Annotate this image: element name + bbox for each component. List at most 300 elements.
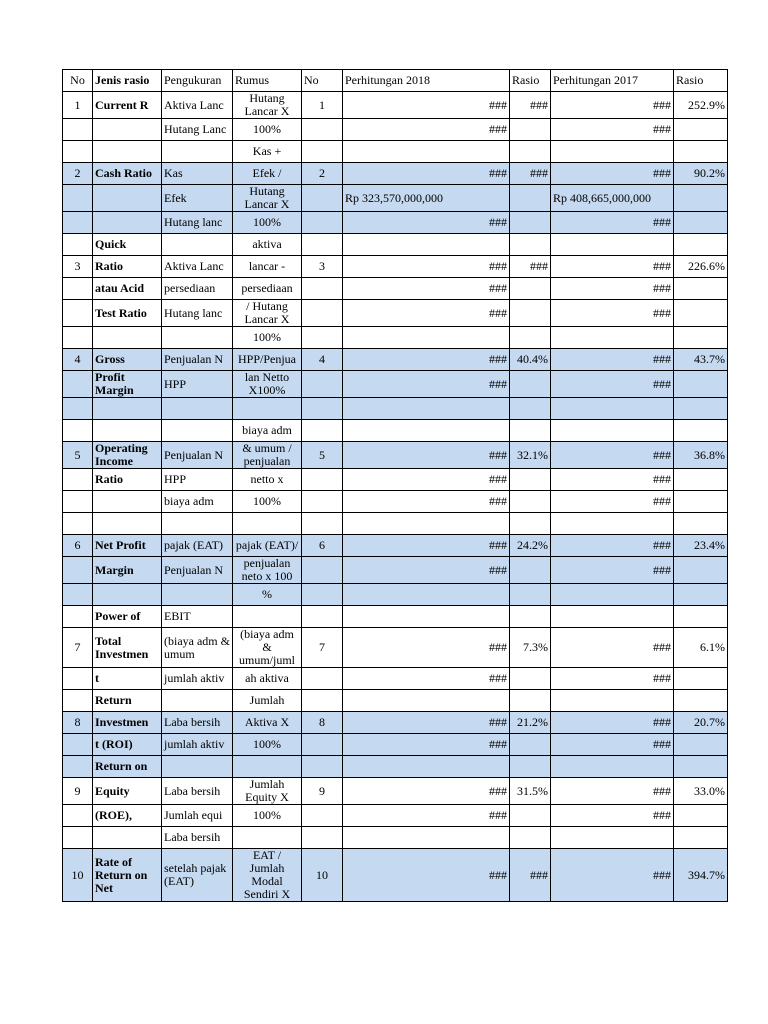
cell-no[interactable] bbox=[63, 668, 93, 690]
cell-rumus[interactable]: Efek / bbox=[233, 163, 302, 185]
cell-rumus[interactable]: % bbox=[233, 584, 302, 606]
cell-jenis-rasio[interactable]: Power of bbox=[93, 606, 162, 628]
cell-jenis-rasio[interactable]: t bbox=[93, 668, 162, 690]
cell-rasio-2018[interactable] bbox=[510, 756, 551, 778]
header-cell-no-2[interactable]: No bbox=[302, 70, 343, 92]
cell-rasio-2018[interactable] bbox=[510, 584, 551, 606]
cell-no-2[interactable]: 7 bbox=[302, 628, 343, 668]
cell-jenis-rasio[interactable] bbox=[93, 212, 162, 234]
cell-perhitungan-2018[interactable]: ### bbox=[343, 212, 510, 234]
cell-rasio-2017[interactable] bbox=[674, 141, 728, 163]
cell-perhitungan-2018[interactable] bbox=[343, 327, 510, 349]
cell-perhitungan-2018[interactable]: ### bbox=[343, 849, 510, 902]
cell-rasio-2017[interactable]: 23.4% bbox=[674, 535, 728, 557]
header-cell-jenis-rasio[interactable]: Jenis rasio bbox=[93, 70, 162, 92]
cell-perhitungan-2018[interactable]: ### bbox=[343, 778, 510, 805]
cell-no-2[interactable] bbox=[302, 557, 343, 584]
cell-no-2[interactable] bbox=[302, 141, 343, 163]
cell-no-2[interactable]: 8 bbox=[302, 712, 343, 734]
header-cell-rasio-2018[interactable]: Rasio bbox=[510, 70, 551, 92]
cell-rasio-2018[interactable] bbox=[510, 469, 551, 491]
cell-rasio-2017[interactable] bbox=[674, 234, 728, 256]
cell-rumus[interactable]: penjualan neto x 100 bbox=[233, 557, 302, 584]
cell-rasio-2018[interactable]: 32.1% bbox=[510, 442, 551, 469]
cell-pengukuran[interactable]: Penjualan N bbox=[162, 349, 233, 371]
cell-rasio-2018[interactable] bbox=[510, 491, 551, 513]
cell-jenis-rasio[interactable] bbox=[93, 141, 162, 163]
cell-no-2[interactable] bbox=[302, 234, 343, 256]
cell-perhitungan-2017[interactable]: ### bbox=[551, 535, 674, 557]
cell-no-2[interactable] bbox=[302, 668, 343, 690]
cell-jenis-rasio[interactable]: Total Investmen bbox=[93, 628, 162, 668]
cell-perhitungan-2018[interactable]: ### bbox=[343, 712, 510, 734]
cell-no[interactable] bbox=[63, 278, 93, 300]
cell-rumus[interactable]: biaya adm bbox=[233, 420, 302, 442]
cell-pengukuran[interactable]: Hutang lanc bbox=[162, 300, 233, 327]
cell-rasio-2018[interactable] bbox=[510, 371, 551, 398]
cell-jenis-rasio[interactable] bbox=[93, 119, 162, 141]
cell-rasio-2018[interactable]: ### bbox=[510, 256, 551, 278]
cell-pengukuran[interactable]: (biaya adm & umum bbox=[162, 628, 233, 668]
cell-jenis-rasio[interactable]: Margin bbox=[93, 557, 162, 584]
cell-rasio-2017[interactable]: 20.7% bbox=[674, 712, 728, 734]
cell-rumus[interactable]: persediaan bbox=[233, 278, 302, 300]
cell-perhitungan-2018[interactable]: ### bbox=[343, 119, 510, 141]
cell-perhitungan-2018[interactable] bbox=[343, 584, 510, 606]
cell-rasio-2017[interactable]: 36.8% bbox=[674, 442, 728, 469]
cell-rasio-2017[interactable] bbox=[674, 756, 728, 778]
cell-jenis-rasio[interactable]: Gross bbox=[93, 349, 162, 371]
header-cell-no[interactable]: No bbox=[63, 70, 93, 92]
cell-pengukuran[interactable]: EBIT bbox=[162, 606, 233, 628]
cell-no-2[interactable]: 1 bbox=[302, 92, 343, 119]
cell-no-2[interactable] bbox=[302, 756, 343, 778]
cell-rumus[interactable]: & umum / penjualan bbox=[233, 442, 302, 469]
cell-perhitungan-2017[interactable] bbox=[551, 584, 674, 606]
cell-rasio-2018[interactable] bbox=[510, 557, 551, 584]
cell-rasio-2018[interactable] bbox=[510, 327, 551, 349]
cell-jenis-rasio[interactable] bbox=[93, 185, 162, 212]
cell-rasio-2018[interactable] bbox=[510, 513, 551, 535]
cell-rasio-2017[interactable] bbox=[674, 827, 728, 849]
cell-no[interactable]: 2 bbox=[63, 163, 93, 185]
cell-rumus[interactable]: ah aktiva bbox=[233, 668, 302, 690]
cell-rasio-2018[interactable]: 31.5% bbox=[510, 778, 551, 805]
cell-rasio-2018[interactable]: ### bbox=[510, 849, 551, 902]
cell-no[interactable]: 5 bbox=[63, 442, 93, 469]
cell-perhitungan-2018[interactable] bbox=[343, 756, 510, 778]
cell-rumus[interactable]: lancar - bbox=[233, 256, 302, 278]
cell-no[interactable] bbox=[63, 690, 93, 712]
cell-perhitungan-2017[interactable] bbox=[551, 827, 674, 849]
cell-rasio-2017[interactable] bbox=[674, 606, 728, 628]
cell-rumus[interactable]: / Hutang Lancar X bbox=[233, 300, 302, 327]
cell-jenis-rasio[interactable]: Rate of Return on Net bbox=[93, 849, 162, 902]
cell-pengukuran[interactable]: Laba bersih bbox=[162, 712, 233, 734]
cell-no[interactable] bbox=[63, 327, 93, 349]
cell-no[interactable] bbox=[63, 606, 93, 628]
cell-jenis-rasio[interactable] bbox=[93, 398, 162, 420]
cell-perhitungan-2017[interactable] bbox=[551, 141, 674, 163]
cell-perhitungan-2017[interactable]: ### bbox=[551, 628, 674, 668]
cell-no-2[interactable] bbox=[302, 513, 343, 535]
cell-rumus[interactable]: netto x bbox=[233, 469, 302, 491]
cell-rumus[interactable] bbox=[233, 756, 302, 778]
cell-rasio-2018[interactable]: 7.3% bbox=[510, 628, 551, 668]
cell-no[interactable] bbox=[63, 300, 93, 327]
cell-jenis-rasio[interactable]: Ratio bbox=[93, 256, 162, 278]
cell-perhitungan-2017[interactable]: ### bbox=[551, 712, 674, 734]
cell-rumus[interactable]: 100% bbox=[233, 119, 302, 141]
cell-no[interactable] bbox=[63, 141, 93, 163]
cell-pengukuran[interactable]: persediaan bbox=[162, 278, 233, 300]
cell-perhitungan-2017[interactable]: ### bbox=[551, 491, 674, 513]
cell-rumus[interactable] bbox=[233, 398, 302, 420]
cell-rasio-2017[interactable] bbox=[674, 327, 728, 349]
cell-rumus[interactable]: Aktiva X bbox=[233, 712, 302, 734]
cell-pengukuran[interactable]: Aktiva Lanc bbox=[162, 256, 233, 278]
cell-perhitungan-2017[interactable]: ### bbox=[551, 278, 674, 300]
cell-rasio-2018[interactable] bbox=[510, 805, 551, 827]
cell-no[interactable] bbox=[63, 734, 93, 756]
cell-no-2[interactable] bbox=[302, 606, 343, 628]
cell-rasio-2018[interactable] bbox=[510, 420, 551, 442]
cell-perhitungan-2017[interactable] bbox=[551, 398, 674, 420]
cell-no[interactable]: 4 bbox=[63, 349, 93, 371]
cell-jenis-rasio[interactable]: Test Ratio bbox=[93, 300, 162, 327]
cell-pengukuran[interactable]: Hutang Lanc bbox=[162, 119, 233, 141]
cell-jenis-rasio[interactable]: Return on bbox=[93, 756, 162, 778]
cell-no[interactable]: 10 bbox=[63, 849, 93, 902]
cell-pengukuran[interactable] bbox=[162, 398, 233, 420]
cell-pengukuran[interactable] bbox=[162, 756, 233, 778]
cell-rasio-2018[interactable]: ### bbox=[510, 163, 551, 185]
cell-perhitungan-2018[interactable] bbox=[343, 420, 510, 442]
cell-rasio-2017[interactable] bbox=[674, 491, 728, 513]
cell-jenis-rasio[interactable] bbox=[93, 584, 162, 606]
cell-rasio-2017[interactable]: 90.2% bbox=[674, 163, 728, 185]
cell-pengukuran[interactable]: setelah pajak (EAT) bbox=[162, 849, 233, 902]
cell-no-2[interactable] bbox=[302, 469, 343, 491]
cell-rumus[interactable]: Kas + bbox=[233, 141, 302, 163]
cell-rumus[interactable]: lan Netto X100% bbox=[233, 371, 302, 398]
cell-rasio-2017[interactable]: 394.7% bbox=[674, 849, 728, 902]
cell-perhitungan-2017[interactable]: ### bbox=[551, 778, 674, 805]
cell-pengukuran[interactable]: Efek bbox=[162, 185, 233, 212]
cell-perhitungan-2018[interactable]: ### bbox=[343, 557, 510, 584]
cell-rumus[interactable] bbox=[233, 513, 302, 535]
cell-rasio-2018[interactable]: 24.2% bbox=[510, 535, 551, 557]
cell-rumus[interactable]: aktiva bbox=[233, 234, 302, 256]
cell-no[interactable] bbox=[63, 212, 93, 234]
cell-jenis-rasio[interactable]: Operating Income bbox=[93, 442, 162, 469]
cell-rasio-2017[interactable] bbox=[674, 420, 728, 442]
cell-pengukuran[interactable]: HPP bbox=[162, 371, 233, 398]
cell-no[interactable]: 6 bbox=[63, 535, 93, 557]
cell-no-2[interactable]: 2 bbox=[302, 163, 343, 185]
cell-no-2[interactable] bbox=[302, 805, 343, 827]
cell-jenis-rasio[interactable]: Quick bbox=[93, 234, 162, 256]
cell-perhitungan-2017[interactable] bbox=[551, 420, 674, 442]
cell-perhitungan-2017[interactable]: Rp 408,665,000,000 bbox=[551, 185, 674, 212]
cell-rasio-2017[interactable]: 6.1% bbox=[674, 628, 728, 668]
cell-perhitungan-2017[interactable] bbox=[551, 756, 674, 778]
cell-rumus[interactable]: 100% bbox=[233, 491, 302, 513]
cell-jenis-rasio[interactable] bbox=[93, 491, 162, 513]
cell-perhitungan-2018[interactable]: ### bbox=[343, 535, 510, 557]
cell-no-2[interactable] bbox=[302, 491, 343, 513]
cell-pengukuran[interactable]: Jumlah equi bbox=[162, 805, 233, 827]
cell-rasio-2017[interactable] bbox=[674, 469, 728, 491]
cell-perhitungan-2018[interactable] bbox=[343, 398, 510, 420]
cell-pengukuran[interactable] bbox=[162, 327, 233, 349]
cell-rasio-2018[interactable] bbox=[510, 398, 551, 420]
cell-no-2[interactable]: 4 bbox=[302, 349, 343, 371]
cell-jenis-rasio[interactable]: (ROE), bbox=[93, 805, 162, 827]
cell-perhitungan-2018[interactable] bbox=[343, 827, 510, 849]
cell-no[interactable]: 1 bbox=[63, 92, 93, 119]
cell-rasio-2017[interactable] bbox=[674, 185, 728, 212]
cell-rasio-2018[interactable]: ### bbox=[510, 92, 551, 119]
cell-perhitungan-2017[interactable]: ### bbox=[551, 442, 674, 469]
cell-perhitungan-2018[interactable] bbox=[343, 234, 510, 256]
cell-rumus[interactable]: Jumlah bbox=[233, 690, 302, 712]
cell-rasio-2017[interactable] bbox=[674, 690, 728, 712]
cell-no-2[interactable] bbox=[302, 278, 343, 300]
cell-pengukuran[interactable] bbox=[162, 513, 233, 535]
cell-pengukuran[interactable] bbox=[162, 141, 233, 163]
cell-rumus[interactable] bbox=[233, 606, 302, 628]
cell-rasio-2017[interactable] bbox=[674, 212, 728, 234]
cell-no-2[interactable] bbox=[302, 420, 343, 442]
cell-pengukuran[interactable]: jumlah aktiv bbox=[162, 668, 233, 690]
cell-pengukuran[interactable] bbox=[162, 234, 233, 256]
cell-pengukuran[interactable]: Hutang lanc bbox=[162, 212, 233, 234]
cell-rasio-2018[interactable] bbox=[510, 300, 551, 327]
cell-perhitungan-2017[interactable]: ### bbox=[551, 371, 674, 398]
cell-no[interactable] bbox=[63, 371, 93, 398]
cell-jenis-rasio[interactable]: Return bbox=[93, 690, 162, 712]
cell-no-2[interactable] bbox=[302, 212, 343, 234]
cell-no[interactable] bbox=[63, 420, 93, 442]
cell-perhitungan-2017[interactable]: ### bbox=[551, 163, 674, 185]
cell-no[interactable]: 9 bbox=[63, 778, 93, 805]
cell-rasio-2017[interactable] bbox=[674, 584, 728, 606]
cell-rasio-2018[interactable] bbox=[510, 212, 551, 234]
cell-perhitungan-2018[interactable]: ### bbox=[343, 278, 510, 300]
cell-no-2[interactable] bbox=[302, 398, 343, 420]
cell-no[interactable] bbox=[63, 234, 93, 256]
cell-rasio-2017[interactable] bbox=[674, 371, 728, 398]
cell-rasio-2017[interactable] bbox=[674, 119, 728, 141]
cell-jenis-rasio[interactable]: Current R bbox=[93, 92, 162, 119]
cell-rasio-2017[interactable]: 33.0% bbox=[674, 778, 728, 805]
cell-rumus[interactable]: 100% bbox=[233, 734, 302, 756]
cell-rasio-2018[interactable] bbox=[510, 606, 551, 628]
cell-no[interactable] bbox=[63, 491, 93, 513]
cell-perhitungan-2017[interactable]: ### bbox=[551, 557, 674, 584]
cell-no-2[interactable]: 5 bbox=[302, 442, 343, 469]
cell-perhitungan-2018[interactable]: ### bbox=[343, 371, 510, 398]
cell-no[interactable] bbox=[63, 584, 93, 606]
cell-perhitungan-2018[interactable]: ### bbox=[343, 805, 510, 827]
cell-rasio-2018[interactable] bbox=[510, 827, 551, 849]
cell-rasio-2017[interactable] bbox=[674, 805, 728, 827]
cell-perhitungan-2018[interactable]: ### bbox=[343, 668, 510, 690]
cell-no[interactable] bbox=[63, 827, 93, 849]
header-cell-pengukuran[interactable]: Pengukuran bbox=[162, 70, 233, 92]
cell-no[interactable] bbox=[63, 398, 93, 420]
cell-rasio-2017[interactable] bbox=[674, 300, 728, 327]
cell-no[interactable] bbox=[63, 469, 93, 491]
cell-perhitungan-2018[interactable]: ### bbox=[343, 300, 510, 327]
cell-no-2[interactable] bbox=[302, 371, 343, 398]
cell-jenis-rasio[interactable]: atau Acid bbox=[93, 278, 162, 300]
cell-rasio-2018[interactable] bbox=[510, 119, 551, 141]
cell-no[interactable]: 8 bbox=[63, 712, 93, 734]
cell-pengukuran[interactable]: Kas bbox=[162, 163, 233, 185]
cell-no-2[interactable]: 10 bbox=[302, 849, 343, 902]
cell-rasio-2017[interactable]: 43.7% bbox=[674, 349, 728, 371]
cell-jenis-rasio[interactable]: Investmen bbox=[93, 712, 162, 734]
cell-jenis-rasio[interactable] bbox=[93, 513, 162, 535]
cell-rasio-2018[interactable] bbox=[510, 141, 551, 163]
cell-perhitungan-2018[interactable]: ### bbox=[343, 442, 510, 469]
cell-perhitungan-2017[interactable]: ### bbox=[551, 469, 674, 491]
cell-no-2[interactable] bbox=[302, 734, 343, 756]
cell-perhitungan-2017[interactable]: ### bbox=[551, 349, 674, 371]
cell-rumus[interactable]: EAT / Jumlah Modal Sendiri X bbox=[233, 849, 302, 902]
cell-perhitungan-2017[interactable]: ### bbox=[551, 734, 674, 756]
cell-rasio-2017[interactable] bbox=[674, 734, 728, 756]
header-cell-perhitungan-2017[interactable]: Perhitungan 2017 bbox=[551, 70, 674, 92]
cell-no-2[interactable] bbox=[302, 327, 343, 349]
cell-no[interactable]: 7 bbox=[63, 628, 93, 668]
cell-rumus[interactable]: 100% bbox=[233, 327, 302, 349]
cell-perhitungan-2017[interactable]: ### bbox=[551, 119, 674, 141]
cell-rasio-2018[interactable]: 40.4% bbox=[510, 349, 551, 371]
cell-jenis-rasio[interactable] bbox=[93, 420, 162, 442]
header-cell-perhitungan-2018[interactable]: Perhitungan 2018 bbox=[343, 70, 510, 92]
cell-rumus[interactable]: 100% bbox=[233, 212, 302, 234]
cell-rumus[interactable]: Hutang Lancar X bbox=[233, 92, 302, 119]
cell-perhitungan-2017[interactable]: ### bbox=[551, 300, 674, 327]
header-cell-rasio-2017[interactable]: Rasio bbox=[674, 70, 728, 92]
cell-no[interactable] bbox=[63, 557, 93, 584]
cell-rasio-2017[interactable] bbox=[674, 513, 728, 535]
cell-perhitungan-2017[interactable]: ### bbox=[551, 92, 674, 119]
cell-no-2[interactable] bbox=[302, 827, 343, 849]
cell-no-2[interactable]: 6 bbox=[302, 535, 343, 557]
cell-jenis-rasio[interactable]: Cash Ratio bbox=[93, 163, 162, 185]
cell-pengukuran[interactable] bbox=[162, 690, 233, 712]
cell-perhitungan-2017[interactable]: ### bbox=[551, 805, 674, 827]
cell-rumus[interactable]: Hutang Lancar X bbox=[233, 185, 302, 212]
cell-pengukuran[interactable] bbox=[162, 420, 233, 442]
cell-pengukuran[interactable]: Aktiva Lanc bbox=[162, 92, 233, 119]
cell-rasio-2018[interactable] bbox=[510, 668, 551, 690]
cell-pengukuran[interactable]: Penjualan N bbox=[162, 442, 233, 469]
cell-pengukuran[interactable] bbox=[162, 584, 233, 606]
cell-pengukuran[interactable]: biaya adm bbox=[162, 491, 233, 513]
cell-perhitungan-2018[interactable]: ### bbox=[343, 491, 510, 513]
cell-no[interactable] bbox=[63, 513, 93, 535]
cell-jenis-rasio[interactable] bbox=[93, 827, 162, 849]
cell-rasio-2017[interactable] bbox=[674, 557, 728, 584]
cell-pengukuran[interactable]: jumlah aktiv bbox=[162, 734, 233, 756]
cell-perhitungan-2017[interactable]: ### bbox=[551, 256, 674, 278]
cell-rasio-2018[interactable] bbox=[510, 234, 551, 256]
cell-perhitungan-2018[interactable]: ### bbox=[343, 628, 510, 668]
cell-perhitungan-2018[interactable]: ### bbox=[343, 349, 510, 371]
cell-rumus[interactable]: pajak (EAT)/ bbox=[233, 535, 302, 557]
cell-perhitungan-2018[interactable] bbox=[343, 513, 510, 535]
cell-rasio-2017[interactable] bbox=[674, 398, 728, 420]
cell-rumus[interactable] bbox=[233, 827, 302, 849]
cell-rasio-2018[interactable]: 21.2% bbox=[510, 712, 551, 734]
cell-no[interactable]: 3 bbox=[63, 256, 93, 278]
cell-jenis-rasio[interactable]: t (ROI) bbox=[93, 734, 162, 756]
cell-perhitungan-2017[interactable] bbox=[551, 513, 674, 535]
cell-jenis-rasio[interactable]: Ratio bbox=[93, 469, 162, 491]
cell-rasio-2017[interactable]: 226.6% bbox=[674, 256, 728, 278]
cell-rumus[interactable]: (biaya adm & umum/juml bbox=[233, 628, 302, 668]
cell-no-2[interactable] bbox=[302, 119, 343, 141]
cell-pengukuran[interactable]: Penjualan N bbox=[162, 557, 233, 584]
cell-perhitungan-2017[interactable]: ### bbox=[551, 849, 674, 902]
cell-no-2[interactable] bbox=[302, 300, 343, 327]
cell-no[interactable] bbox=[63, 119, 93, 141]
cell-no-2[interactable]: 3 bbox=[302, 256, 343, 278]
cell-pengukuran[interactable]: HPP bbox=[162, 469, 233, 491]
cell-perhitungan-2017[interactable] bbox=[551, 234, 674, 256]
cell-no-2[interactable] bbox=[302, 690, 343, 712]
cell-perhitungan-2018[interactable]: Rp 323,570,000,000 bbox=[343, 185, 510, 212]
cell-perhitungan-2018[interactable]: ### bbox=[343, 734, 510, 756]
cell-rasio-2017[interactable]: 252.9% bbox=[674, 92, 728, 119]
cell-no[interactable] bbox=[63, 185, 93, 212]
cell-perhitungan-2018[interactable]: ### bbox=[343, 92, 510, 119]
cell-perhitungan-2017[interactable] bbox=[551, 690, 674, 712]
cell-rasio-2018[interactable] bbox=[510, 278, 551, 300]
cell-perhitungan-2018[interactable]: ### bbox=[343, 256, 510, 278]
cell-perhitungan-2017[interactable] bbox=[551, 606, 674, 628]
cell-jenis-rasio[interactable]: Profit Margin bbox=[93, 371, 162, 398]
cell-perhitungan-2017[interactable]: ### bbox=[551, 212, 674, 234]
cell-pengukuran[interactable]: pajak (EAT) bbox=[162, 535, 233, 557]
cell-rumus[interactable]: HPP/Penjua bbox=[233, 349, 302, 371]
cell-perhitungan-2018[interactable] bbox=[343, 141, 510, 163]
cell-rumus[interactable]: 100% bbox=[233, 805, 302, 827]
cell-jenis-rasio[interactable]: Equity bbox=[93, 778, 162, 805]
cell-no[interactable] bbox=[63, 805, 93, 827]
cell-no-2[interactable]: 9 bbox=[302, 778, 343, 805]
cell-jenis-rasio[interactable] bbox=[93, 327, 162, 349]
cell-perhitungan-2017[interactable] bbox=[551, 327, 674, 349]
cell-rumus[interactable]: Jumlah Equity X bbox=[233, 778, 302, 805]
cell-rasio-2017[interactable] bbox=[674, 278, 728, 300]
cell-jenis-rasio[interactable]: Net Profit bbox=[93, 535, 162, 557]
cell-perhitungan-2018[interactable]: ### bbox=[343, 163, 510, 185]
cell-perhitungan-2017[interactable]: ### bbox=[551, 668, 674, 690]
cell-rasio-2018[interactable] bbox=[510, 185, 551, 212]
cell-rasio-2018[interactable] bbox=[510, 734, 551, 756]
cell-rasio-2017[interactable] bbox=[674, 668, 728, 690]
cell-pengukuran[interactable]: Laba bersih bbox=[162, 778, 233, 805]
cell-no[interactable] bbox=[63, 756, 93, 778]
cell-rasio-2018[interactable] bbox=[510, 690, 551, 712]
cell-perhitungan-2018[interactable] bbox=[343, 606, 510, 628]
